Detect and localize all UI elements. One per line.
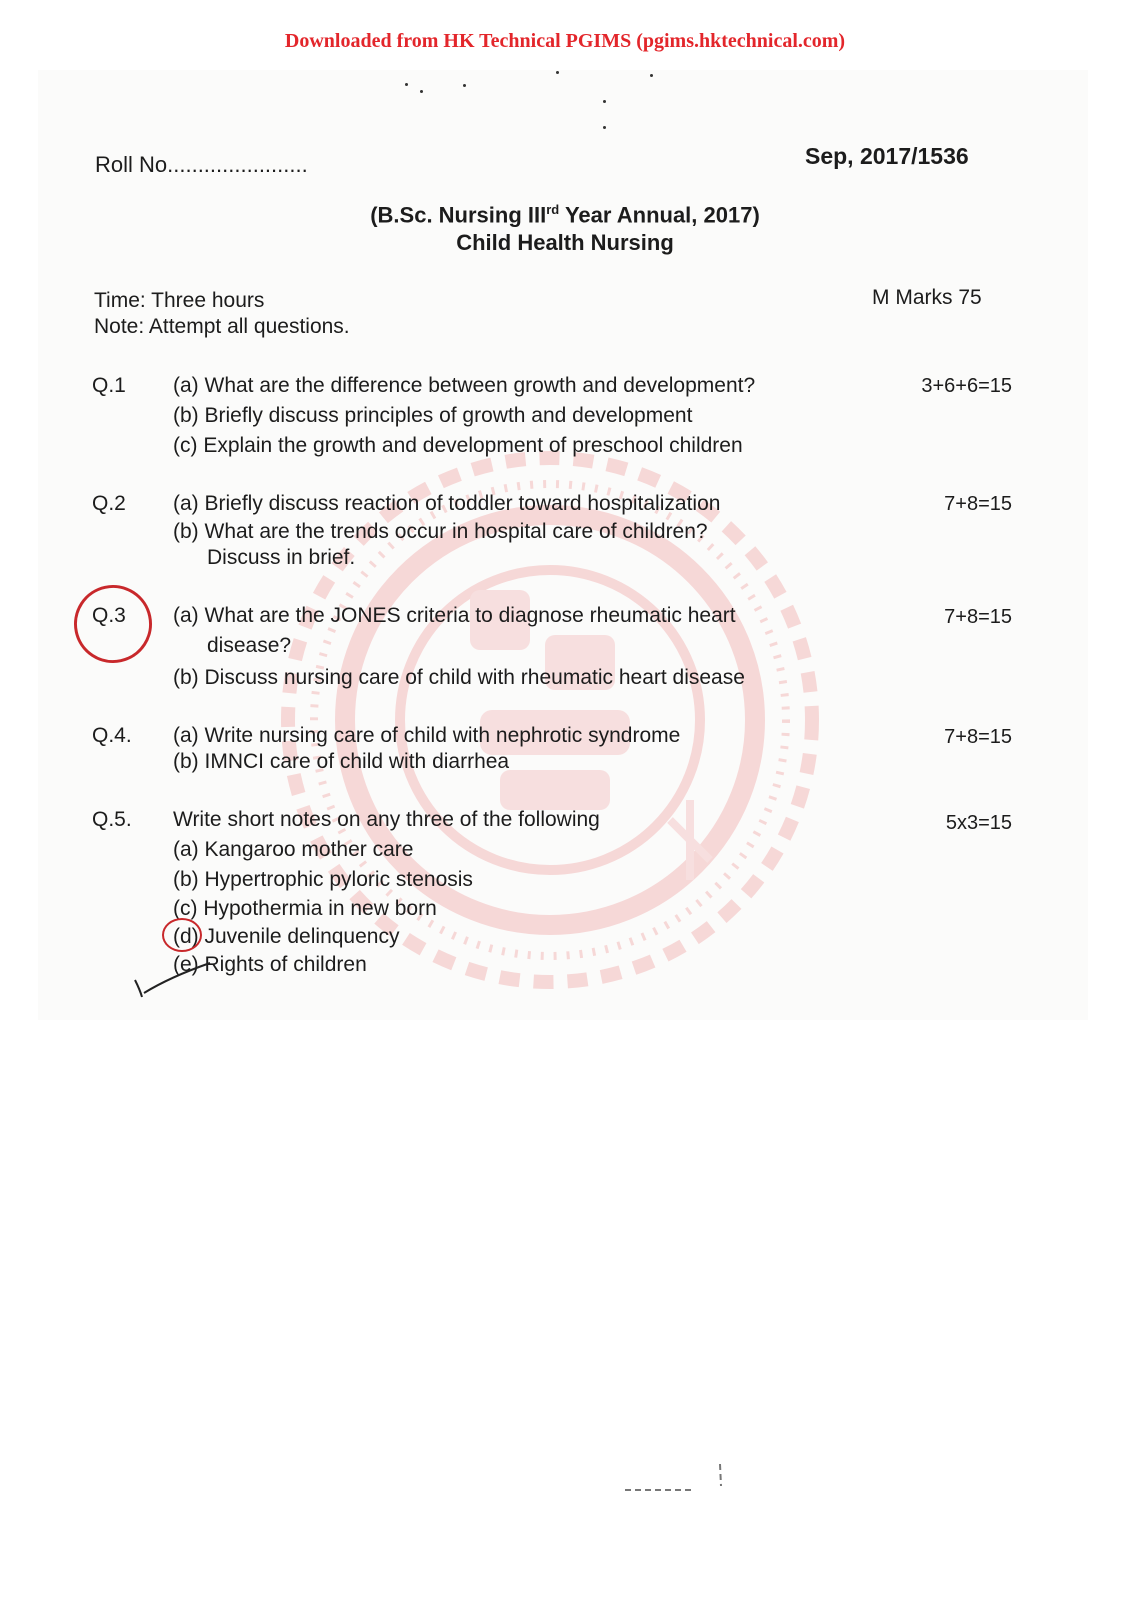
roll-no-label: Roll No.......................	[95, 152, 308, 177]
scan-speck	[650, 74, 653, 77]
question-number: Q.3	[92, 604, 126, 627]
question-number: Q.1	[92, 374, 126, 397]
course-rest: Year Annual, 2017)	[559, 202, 760, 228]
scan-speck	[405, 83, 408, 86]
question-part: (b) Discuss nursing care of child with rheumatic heart disease	[173, 666, 745, 689]
scan-speck	[463, 84, 466, 87]
question-part: (a) What are the JONES criteria to diagnose rheumatic heart	[173, 604, 736, 627]
course-name: (B.Sc. Nursing III	[370, 202, 547, 228]
course-line	[0, 202, 1130, 228]
question-part: (c) Hypothermia in new born	[173, 897, 437, 920]
question-part: (a) What are the difference between growth and development?	[173, 374, 756, 397]
pen-tick-mark-icon	[130, 955, 230, 1000]
scan-speck	[603, 100, 606, 103]
question-part: (d) Juvenile delinquency	[173, 925, 400, 948]
question-part: Discuss in brief.	[207, 546, 356, 569]
scan-speck	[556, 71, 559, 74]
scan-speck	[603, 126, 606, 129]
question-part: (c) Explain the growth and development of preschool children	[173, 434, 743, 457]
question-marks: 7+8=15	[944, 606, 1012, 628]
pen-circle-mark	[162, 918, 202, 952]
question-marks: 5x3=15	[945, 812, 1012, 834]
question-part: (a) Write nursing care of child with nephrotic syndrome	[173, 724, 681, 747]
source-banner: Downloaded from HK Technical PGIMS (pgims.hktechnical.com)	[284, 30, 846, 52]
course-year-suffix: rd	[546, 202, 560, 217]
scan-speck	[420, 90, 423, 93]
note-line: Note: Attempt all questions.	[94, 315, 350, 338]
question-part: disease?	[207, 634, 292, 657]
question-marks: 3+6+6=15	[921, 375, 1012, 397]
question-number: Q.4.	[92, 724, 132, 747]
question-part: (b) IMNCI care of child with diarrhea	[173, 750, 510, 773]
question-part: (b) What are the trends occur in hospital care of children?	[173, 520, 708, 543]
subject-title: Child Health Nursing	[456, 230, 674, 255]
question-part: (a) Kangaroo mother care	[173, 838, 414, 861]
question-part: (b) Hypertrophic pyloric stenosis	[173, 868, 473, 891]
time-line: Time: Three hours	[94, 289, 265, 312]
question-marks: 7+8=15	[944, 726, 1012, 748]
question-marks: 7+8=15	[944, 493, 1012, 515]
max-marks: M Marks 75	[872, 286, 982, 309]
question-number: Q.2	[92, 492, 126, 515]
paper-code: Sep, 2017/1536	[805, 143, 969, 169]
question-part: Write short notes on any three of the following	[173, 808, 600, 831]
scan-smudge-mark	[615, 1460, 735, 1500]
question-part: (a) Briefly discuss reaction of toddler toward hospitalization	[173, 492, 721, 515]
question-part: (b) Briefly discuss principles of growth and development	[173, 404, 693, 427]
question-number: Q.5.	[92, 808, 132, 831]
question-part: (e) Rights of children	[173, 953, 367, 976]
